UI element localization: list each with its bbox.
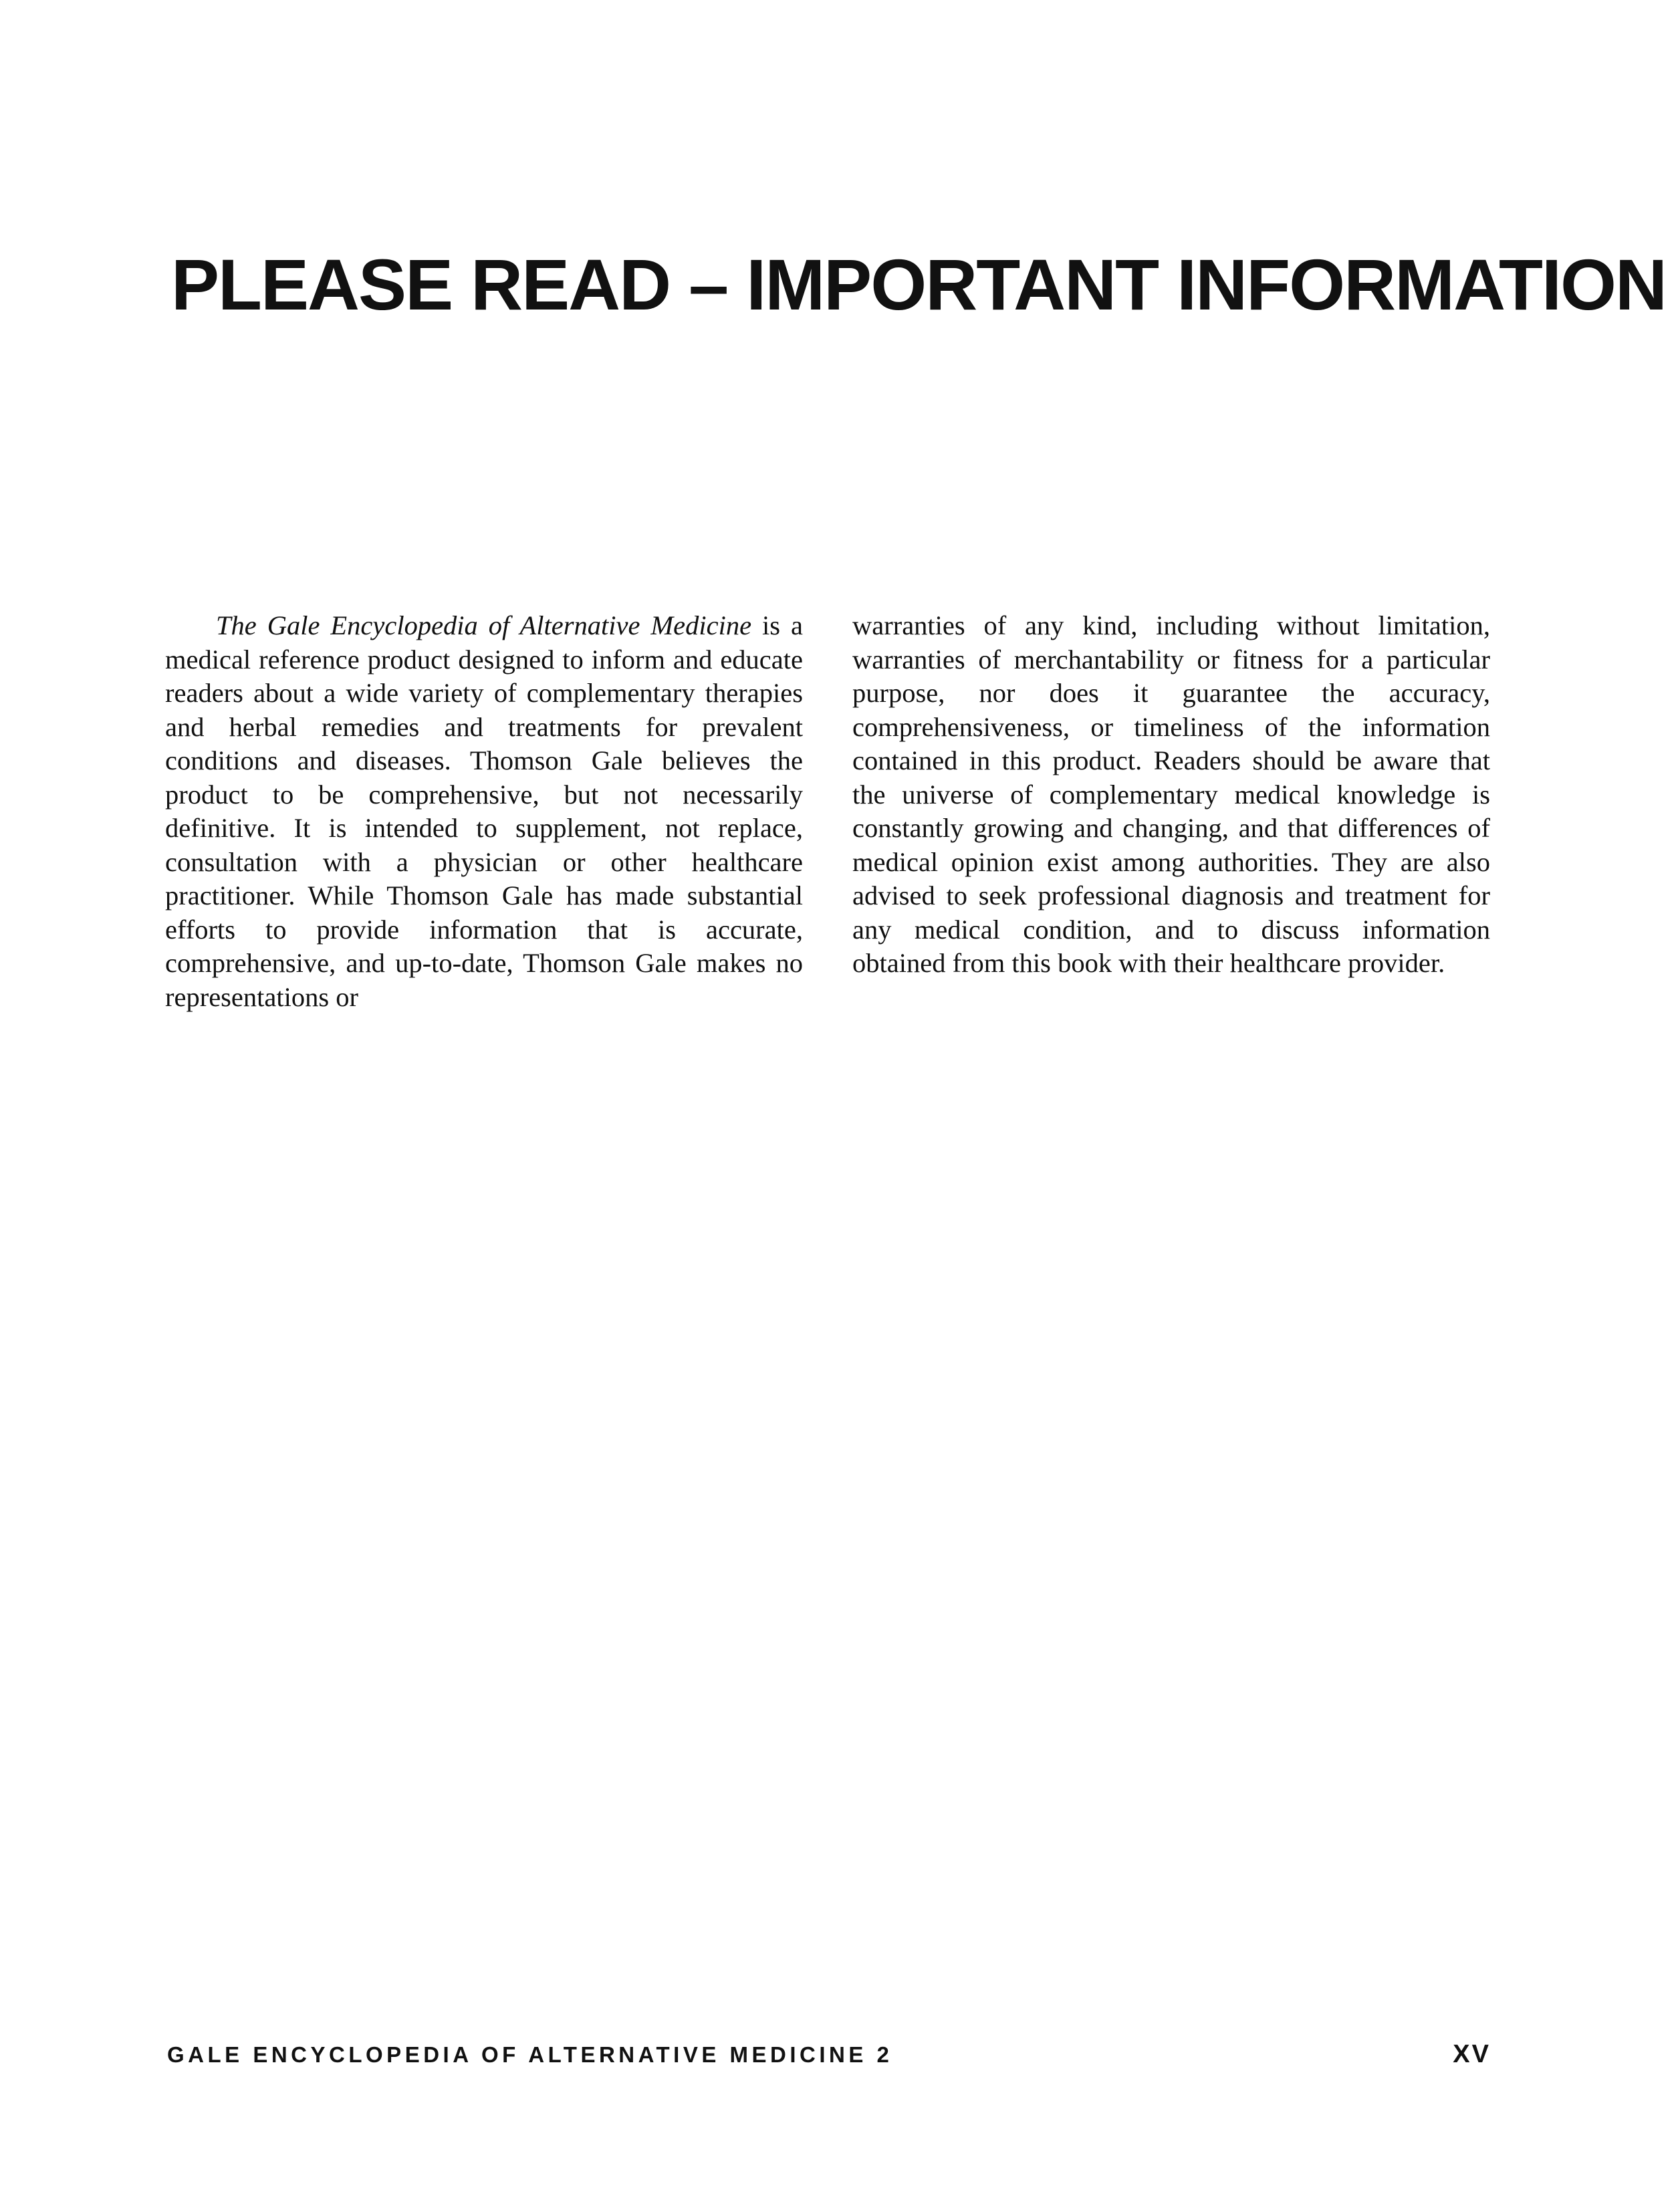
right-column-text: warranties of any kind, including without limitation, warranties of merchantability or fitness for a particular purpose, nor does it guarantee the accuracy, comprehensiveness, or timeliness of the information contained in this product. Readers should be aware that the universe of complementary medical knowledge is constantly growing and changing, and that differences of medical opinion exist among authorities. They are also advised to seek professional diagnosis and treatment for any medical condition, and to discuss information obtained from this book with their healthcare provider. bbox=[852, 610, 1490, 978]
running-title: GALE ENCYCLOPEDIA OF ALTERNATIVE MEDICINE 2 bbox=[167, 2042, 893, 2067]
page-number: XV bbox=[1453, 2040, 1491, 2068]
right-column bbox=[852, 609, 1490, 1014]
page-title: PLEASE READ – IMPORTANT INFORMATION bbox=[171, 244, 1667, 325]
left-column-text: is a medical reference product designed to inform and educate readers about a wide variety of complementary therapies and herbal remedies and treatments for prevalent conditions and diseases. Thomson Gale believes the product to be comprehensive, but not necessarily definitive. It is intended to supplement, not replace, consultation with a physician or other healthcare practitioner. While Thomson Gale has made substantial efforts to provide information that is accurate, comprehensive, and up-to-date, Thomson Gale makes no representations or bbox=[165, 610, 803, 1012]
book-title: The Gale Encyclopedia of Alternative Medicine bbox=[216, 610, 752, 640]
left-column-paragraph bbox=[165, 609, 803, 1014]
page-footer bbox=[167, 2040, 1491, 2069]
left-column bbox=[165, 609, 803, 1014]
body-columns bbox=[165, 609, 1490, 1014]
